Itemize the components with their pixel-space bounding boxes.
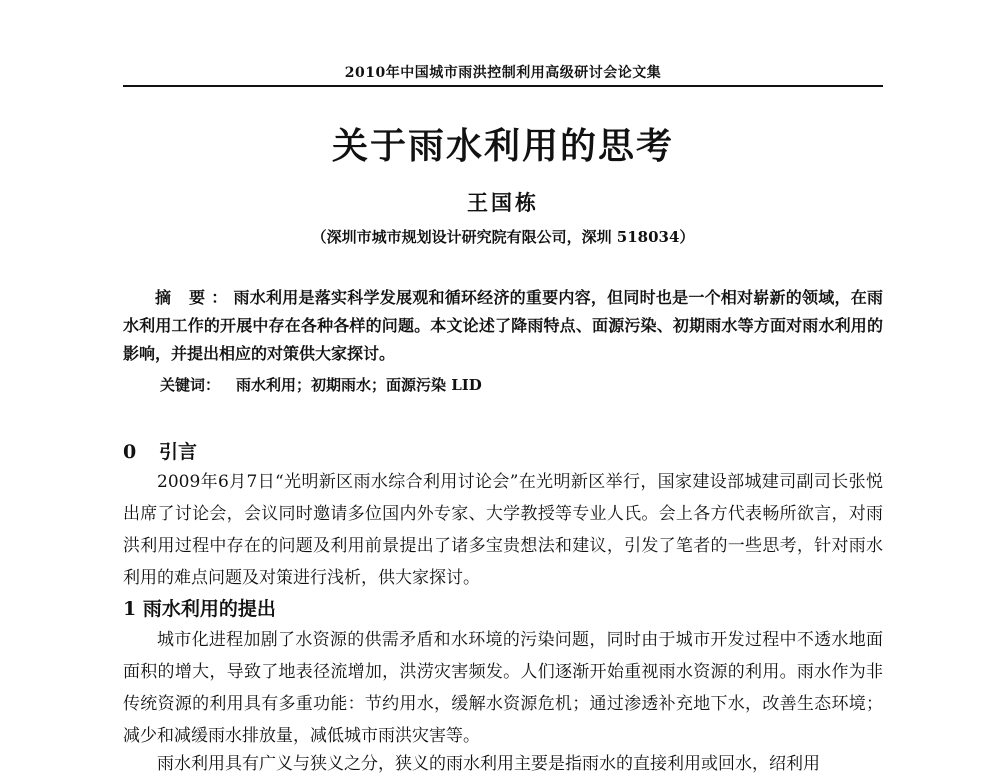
section-number: 1: [123, 598, 137, 620]
section-heading-rainwater: [123, 594, 276, 621]
abstract-paragraph: [123, 284, 883, 368]
rainwater-paragraph-cut: 雨水利用具有广义与狭义之分，狭义的雨水利用主要是指雨水的直接利用或回水，绍利用: [157, 754, 820, 774]
rainwater-paragraph: 城市化进程加剧了水资源的供需矛盾和水环境的污染问题，同时由于城市开发过程中不透水地面面积的增大，导致了地表径流增加，洪涝灾害频发。人们逐渐开始重视雨水资源的利用。雨水作为非传统资源的利用具有多重功能：节约用水，缓解水资源危机；通过渗透补充地下水，改善生态环境；减少和减缓雨水排放量，减低城市雨洪灾害等。: [123, 630, 883, 746]
intro-paragraph: 2009年6月7日“光明新区雨水综合利用讨论会”在光明新区举行，国家建设部城建司副司长张悦出席了讨论会，会议同时邀请多位国内外专家、大学教授等专业人氏。会上各方代表畅所欲言，对雨洪利用过程中存在的问题及利用前景提出了诸多宝贵想法和建议，引发了笔者的一些思考，针对雨水利用的难点问题及对策进行浅析，供大家探讨。: [123, 472, 883, 588]
abstract-label: 摘 要：: [155, 288, 234, 307]
section-number: 0: [123, 441, 137, 463]
section-title: 引言: [159, 441, 198, 463]
abstract-block: [123, 284, 883, 368]
author-affiliation: （深圳市城市规划设计研究院有限公司，深圳 518034）: [311, 228, 695, 246]
section-title: 雨水利用的提出: [142, 598, 276, 620]
running-header: 2010年中国城市雨洪控制利用高级研讨会论文集: [344, 65, 662, 81]
keywords-line: [160, 374, 482, 395]
abstract-text: 雨水利用是落实科学发展观和循环经济的重要内容，但同时也是一个相对崭新的领域，在雨水利用工作的开展中存在各种各样的问题。本文论述了降雨特点、面源污染、初期雨水等方面对雨水利用的影响，并提出相应的对策供大家探讨。: [123, 288, 883, 363]
keywords-label: 关键词：: [160, 376, 221, 394]
author-name: 王国栋: [467, 190, 539, 215]
keywords-text: 雨水利用；初期雨水；面源污染 LID: [236, 376, 482, 394]
section-heading-intro: [123, 437, 197, 464]
paper-title: 关于雨水利用的思考: [331, 125, 674, 167]
header-rule: [123, 85, 883, 87]
